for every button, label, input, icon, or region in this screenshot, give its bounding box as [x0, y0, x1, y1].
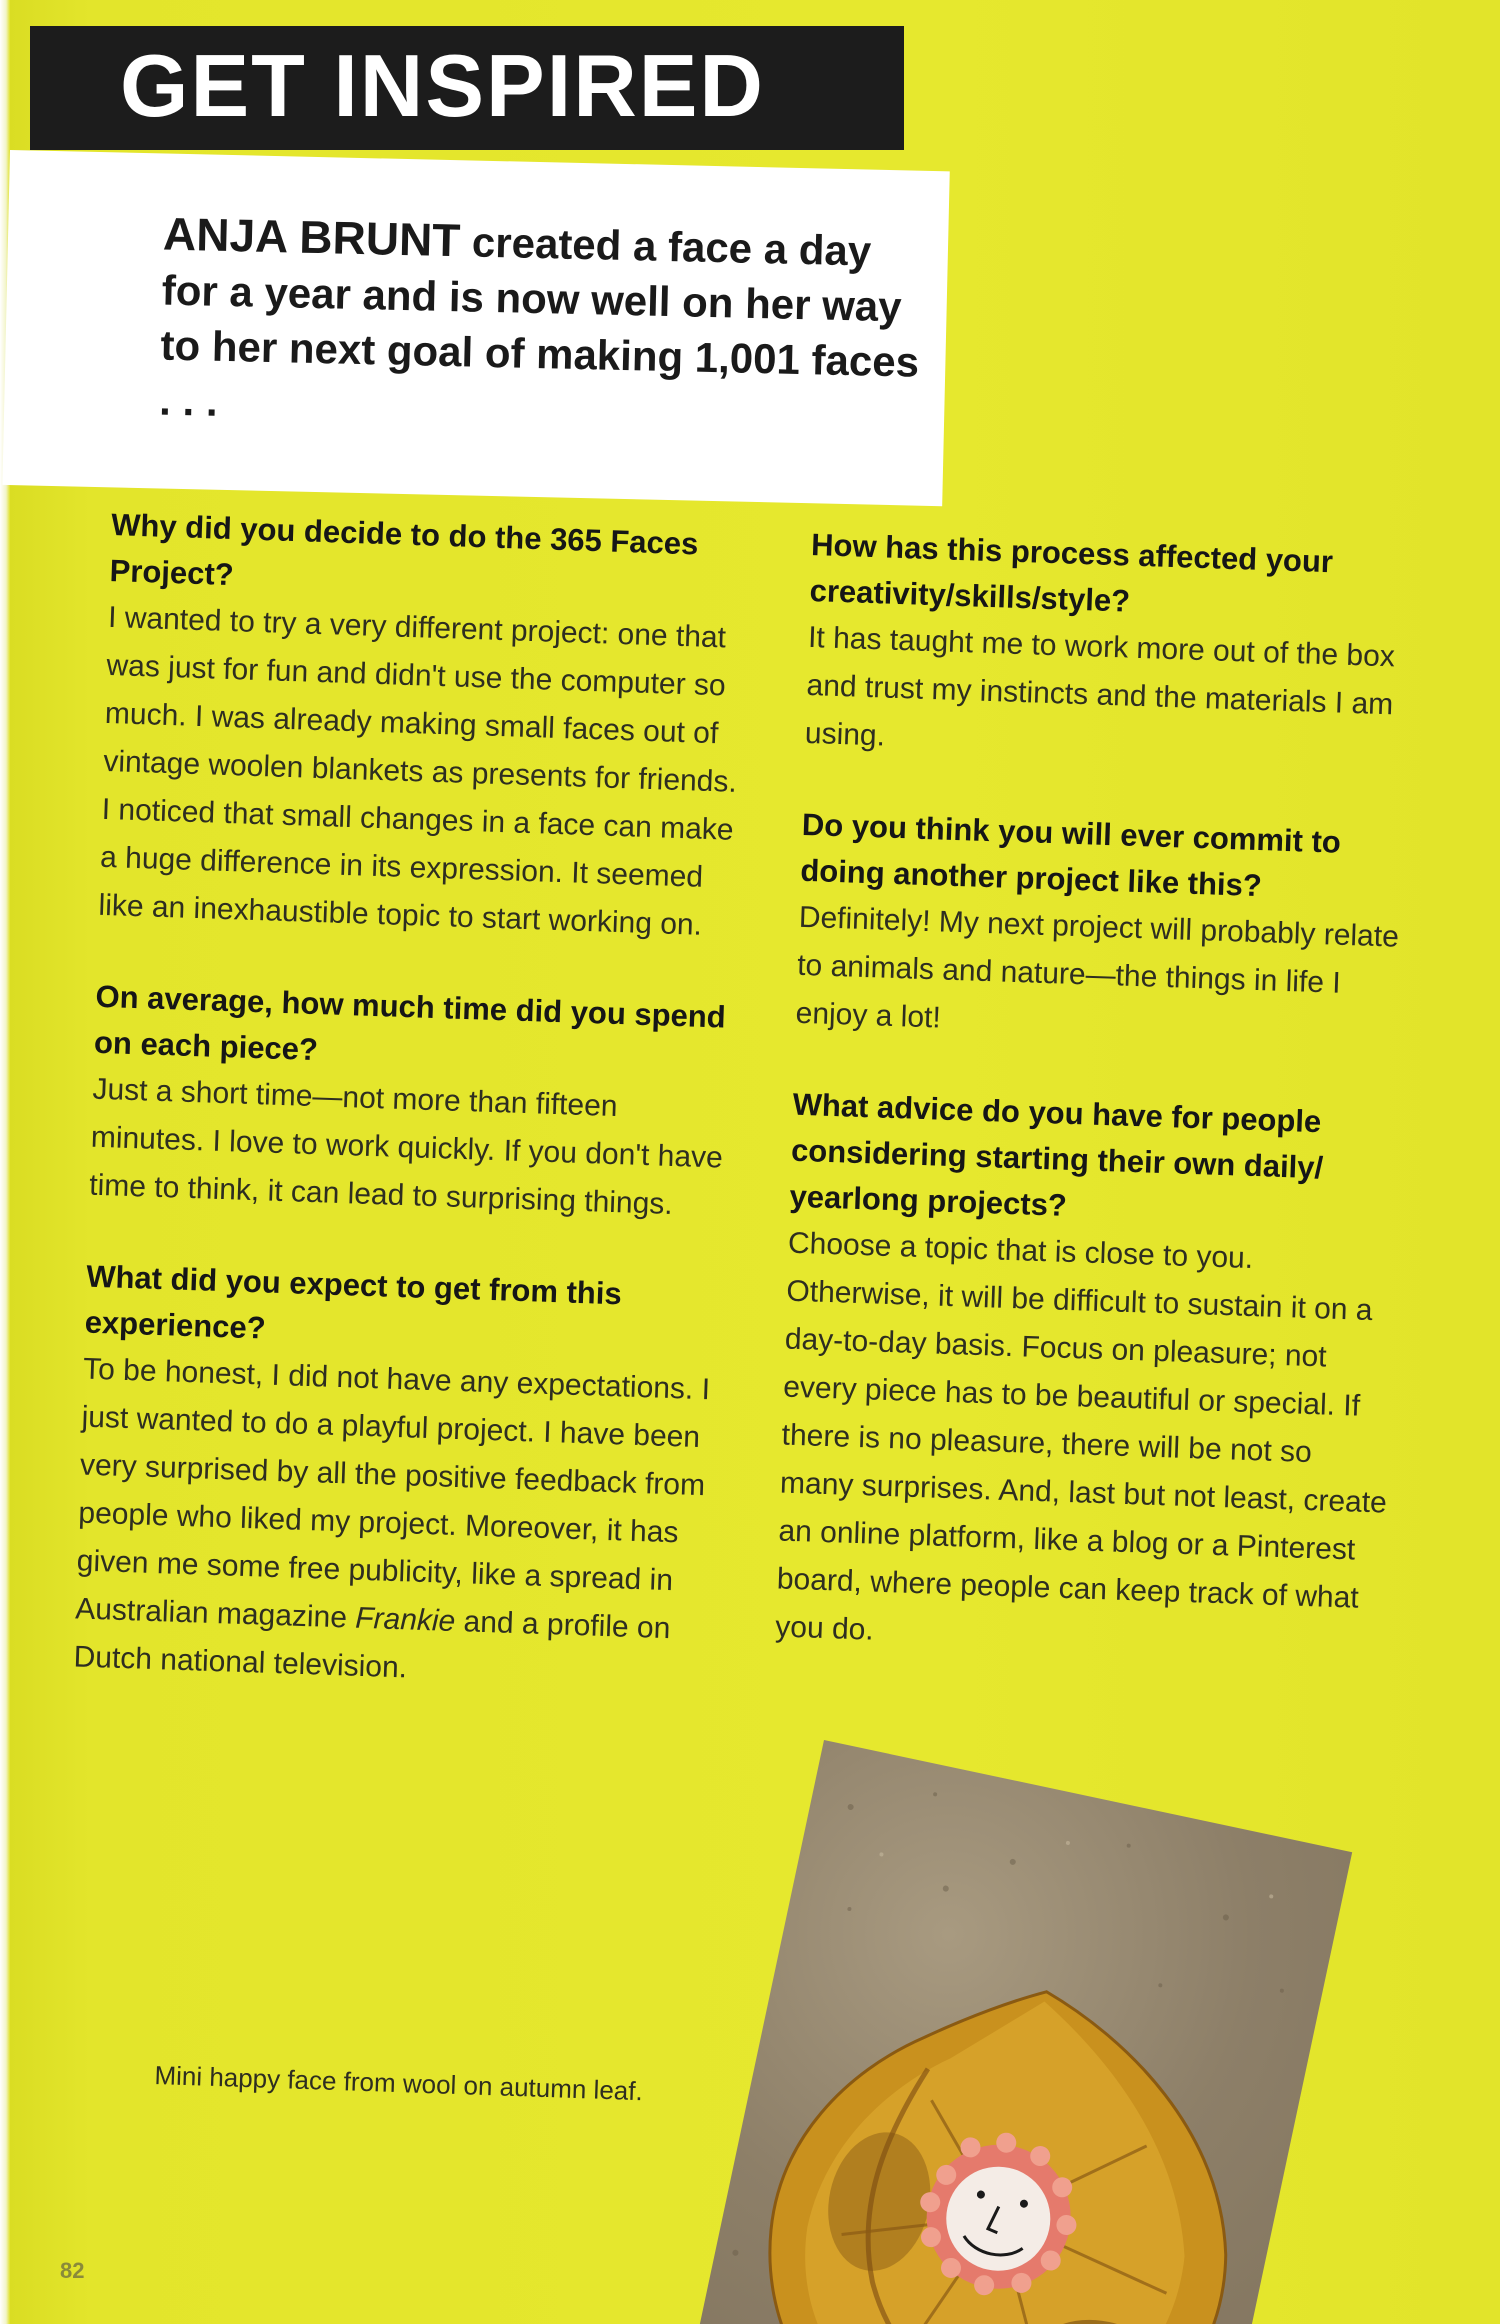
- qa-item: [775, 1082, 1404, 1672]
- leaf-face-photo: [654, 1740, 1353, 2324]
- page-title: GET INSPIRED: [120, 36, 765, 135]
- answer: [73, 1346, 724, 1703]
- question: Why did you decide to do the 365 Faces Project?: [109, 506, 699, 593]
- intro-paragraph: [159, 207, 934, 445]
- qa-item: [89, 974, 736, 1231]
- answer: I wanted to try a very different project: one that was just for fun and didn't use the computer so much. I was already making small faces out of vintage woolen blankets as presents for friends. I noticed that small changes in a face can make a huge difference in its expression. It seemed like an inexhaustible topic to start working on.: [98, 600, 738, 942]
- answer: Choose a topic that is close to you. Otherwise, it will be difficult to sustain it on a day-to-day basis. Focus on pleasure; not every piece has to be beautiful or special. If there is no pleasure, there will be not so many surprises. And, last but not least, create an online platform, like a blog or a Pinterest board, where people can keep track of what you do.: [774, 1226, 1388, 1647]
- photo-caption: Mini happy face from wool on autumn leaf.: [154, 2060, 644, 2107]
- answer: Just a short time—not more than fifteen minutes. I love to work quickly. If you don't have time to think, it can lead to surprising things.: [88, 1072, 724, 1221]
- qa-item: [73, 1254, 727, 1703]
- question: How has this process affected your creativity/skills/style?: [809, 526, 1334, 619]
- question: What advice do you have for people considering starting their own daily/ yearlong projects?: [789, 1086, 1324, 1223]
- intro-text: created a face a day for a year and is now well on her way to her next goal of making 1,001 faces . . .: [158, 218, 920, 425]
- answer-part: and a profile on Dutch national television.: [73, 1605, 671, 1685]
- answer-part: To be honest, I did not have any expectations. I just wanted to do a playful project. I have been very surprised by all the positive feedback from people who liked my project. Moreover, it has given me some free publicity, like a spread in Australian magazine: [74, 1352, 711, 1635]
- question: What did you expect to get from this experience?: [84, 1258, 623, 1346]
- leaf-face-illustration: [654, 1740, 1353, 2324]
- qa-item: [795, 802, 1412, 1058]
- question: On average, how much time did you spend on each piece?: [93, 978, 727, 1068]
- qa-item: [98, 502, 752, 951]
- question: Do you think you will ever commit to doing another project like this?: [799, 806, 1342, 904]
- intro-name: ANJA BRUNT: [162, 207, 461, 267]
- answer: Definitely! My next project will probably relate to animals and nature—the things in life I enjoy a lot!: [795, 900, 1400, 1035]
- answer: It has taught me to work more out of the box and trust my instincts and the materials I am using.: [804, 620, 1396, 753]
- left-column: [71, 502, 751, 1747]
- right-column: [773, 522, 1422, 1716]
- magazine-title: Frankie: [354, 1601, 456, 1638]
- page-number: 82: [60, 2258, 85, 2283]
- title-bar: [30, 26, 904, 150]
- intro-box: [2, 150, 949, 506]
- qa-item: [804, 522, 1421, 778]
